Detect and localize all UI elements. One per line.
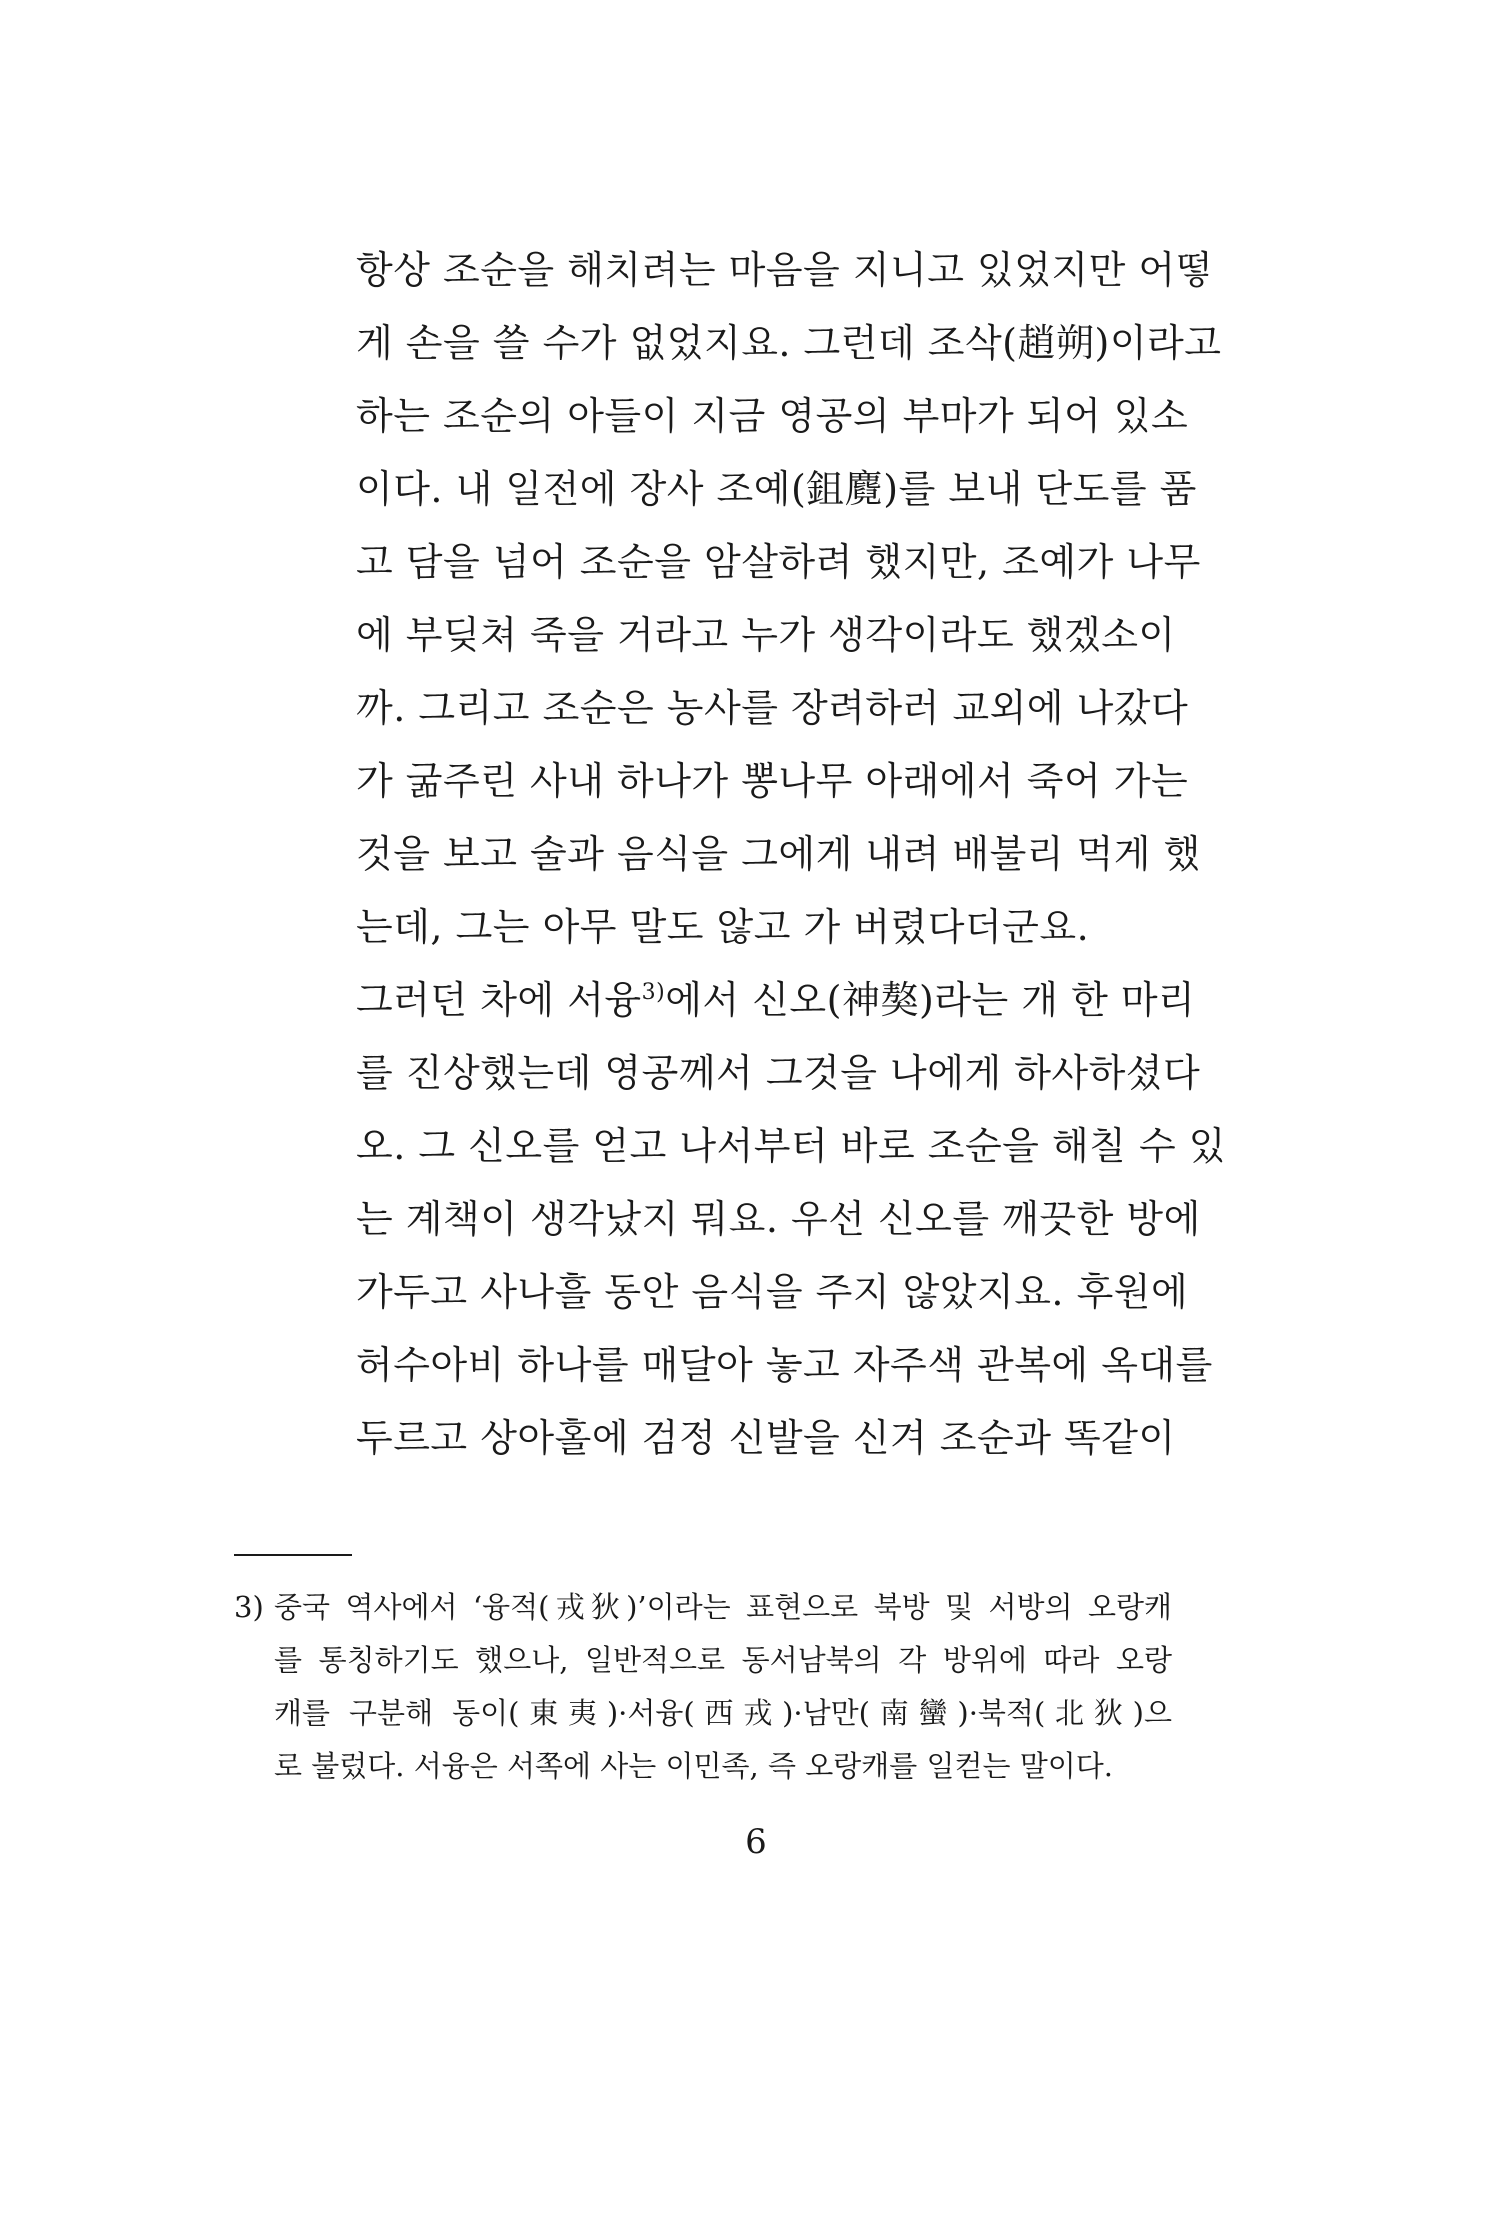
body-line: 하는 조순의 아들이 지금 영공의 부마가 되어 있소 [356, 394, 1189, 438]
footnote-marker: 3) [234, 1590, 264, 1624]
footnote-line: 중국 역사에서 ‘융적(戎狄)’이라는 표현으로 북방 및 서방의 오랑캐 [274, 1590, 1172, 1624]
body-line: 까. 그리고 조순은 농사를 장려하러 교외에 나갔다 [356, 686, 1189, 730]
body-line: 가 굶주린 사내 하나가 뽕나무 아래에서 죽어 가는 [356, 759, 1189, 803]
page-number: 6 [745, 1822, 767, 1862]
body-line: 가두고 사나흘 동안 음식을 주지 않았지요. 후원에 [356, 1270, 1189, 1314]
body-line: 는 계책이 생각났지 뭐요. 우선 신오를 깨끗한 방에 [356, 1197, 1201, 1241]
footnote-divider [234, 1554, 352, 1556]
footnote-line: 캐를 구분해 동이(東夷)·서융(西戎)·남만(南蠻)·북적(北狄)으 [274, 1696, 1172, 1730]
footnote-line: 를 통칭하기도 했으나, 일반적으로 동서남북의 각 방위에 따라 오랑 [274, 1643, 1172, 1677]
body-line: 를 진상했는데 영공께서 그것을 나에게 하사하셨다 [356, 1051, 1201, 1095]
body-text-segment: 에서 신오(神獒)라는 개 한 마리 [665, 978, 1196, 1022]
body-line: 는데, 그는 아무 말도 않고 가 버렸다더군요. [356, 905, 1090, 949]
body-line: 고 담을 넘어 조순을 암살하려 했지만, 조예가 나무 [356, 540, 1201, 584]
body-line: 이다. 내 일전에 장사 조예(鉏麑)를 보내 단도를 품 [356, 467, 1197, 511]
footnote-line: 로 불렀다. 서융은 서쪽에 사는 이민족, 즉 오랑캐를 일컫는 말이다. [274, 1749, 1113, 1783]
body-line: 게 손을 쓸 수가 없었지요. 그런데 조삭(趙朔)이라고 [356, 321, 1222, 365]
body-line: 에 부딪쳐 죽을 거라고 누가 생각이라도 했겠소이 [356, 613, 1176, 657]
body-line: 허수아비 하나를 매달아 놓고 자주색 관복에 옥대를 [356, 1343, 1213, 1387]
body-line: 오. 그 신오를 얻고 나서부터 바로 조순을 해칠 수 있 [356, 1124, 1226, 1168]
footnote-reference: 3) [641, 980, 666, 1005]
body-line-with-footnote-ref [356, 970, 1196, 1030]
body-text-segment: 그러던 차에 서융 [356, 978, 642, 1022]
body-line: 두르고 상아홀에 검정 신발을 신겨 조순과 똑같이 [356, 1416, 1176, 1460]
body-line: 항상 조순을 해치려는 마음을 지니고 있었지만 어떻 [356, 248, 1213, 292]
body-line: 것을 보고 술과 음식을 그에게 내려 배불리 먹게 했 [356, 832, 1201, 876]
